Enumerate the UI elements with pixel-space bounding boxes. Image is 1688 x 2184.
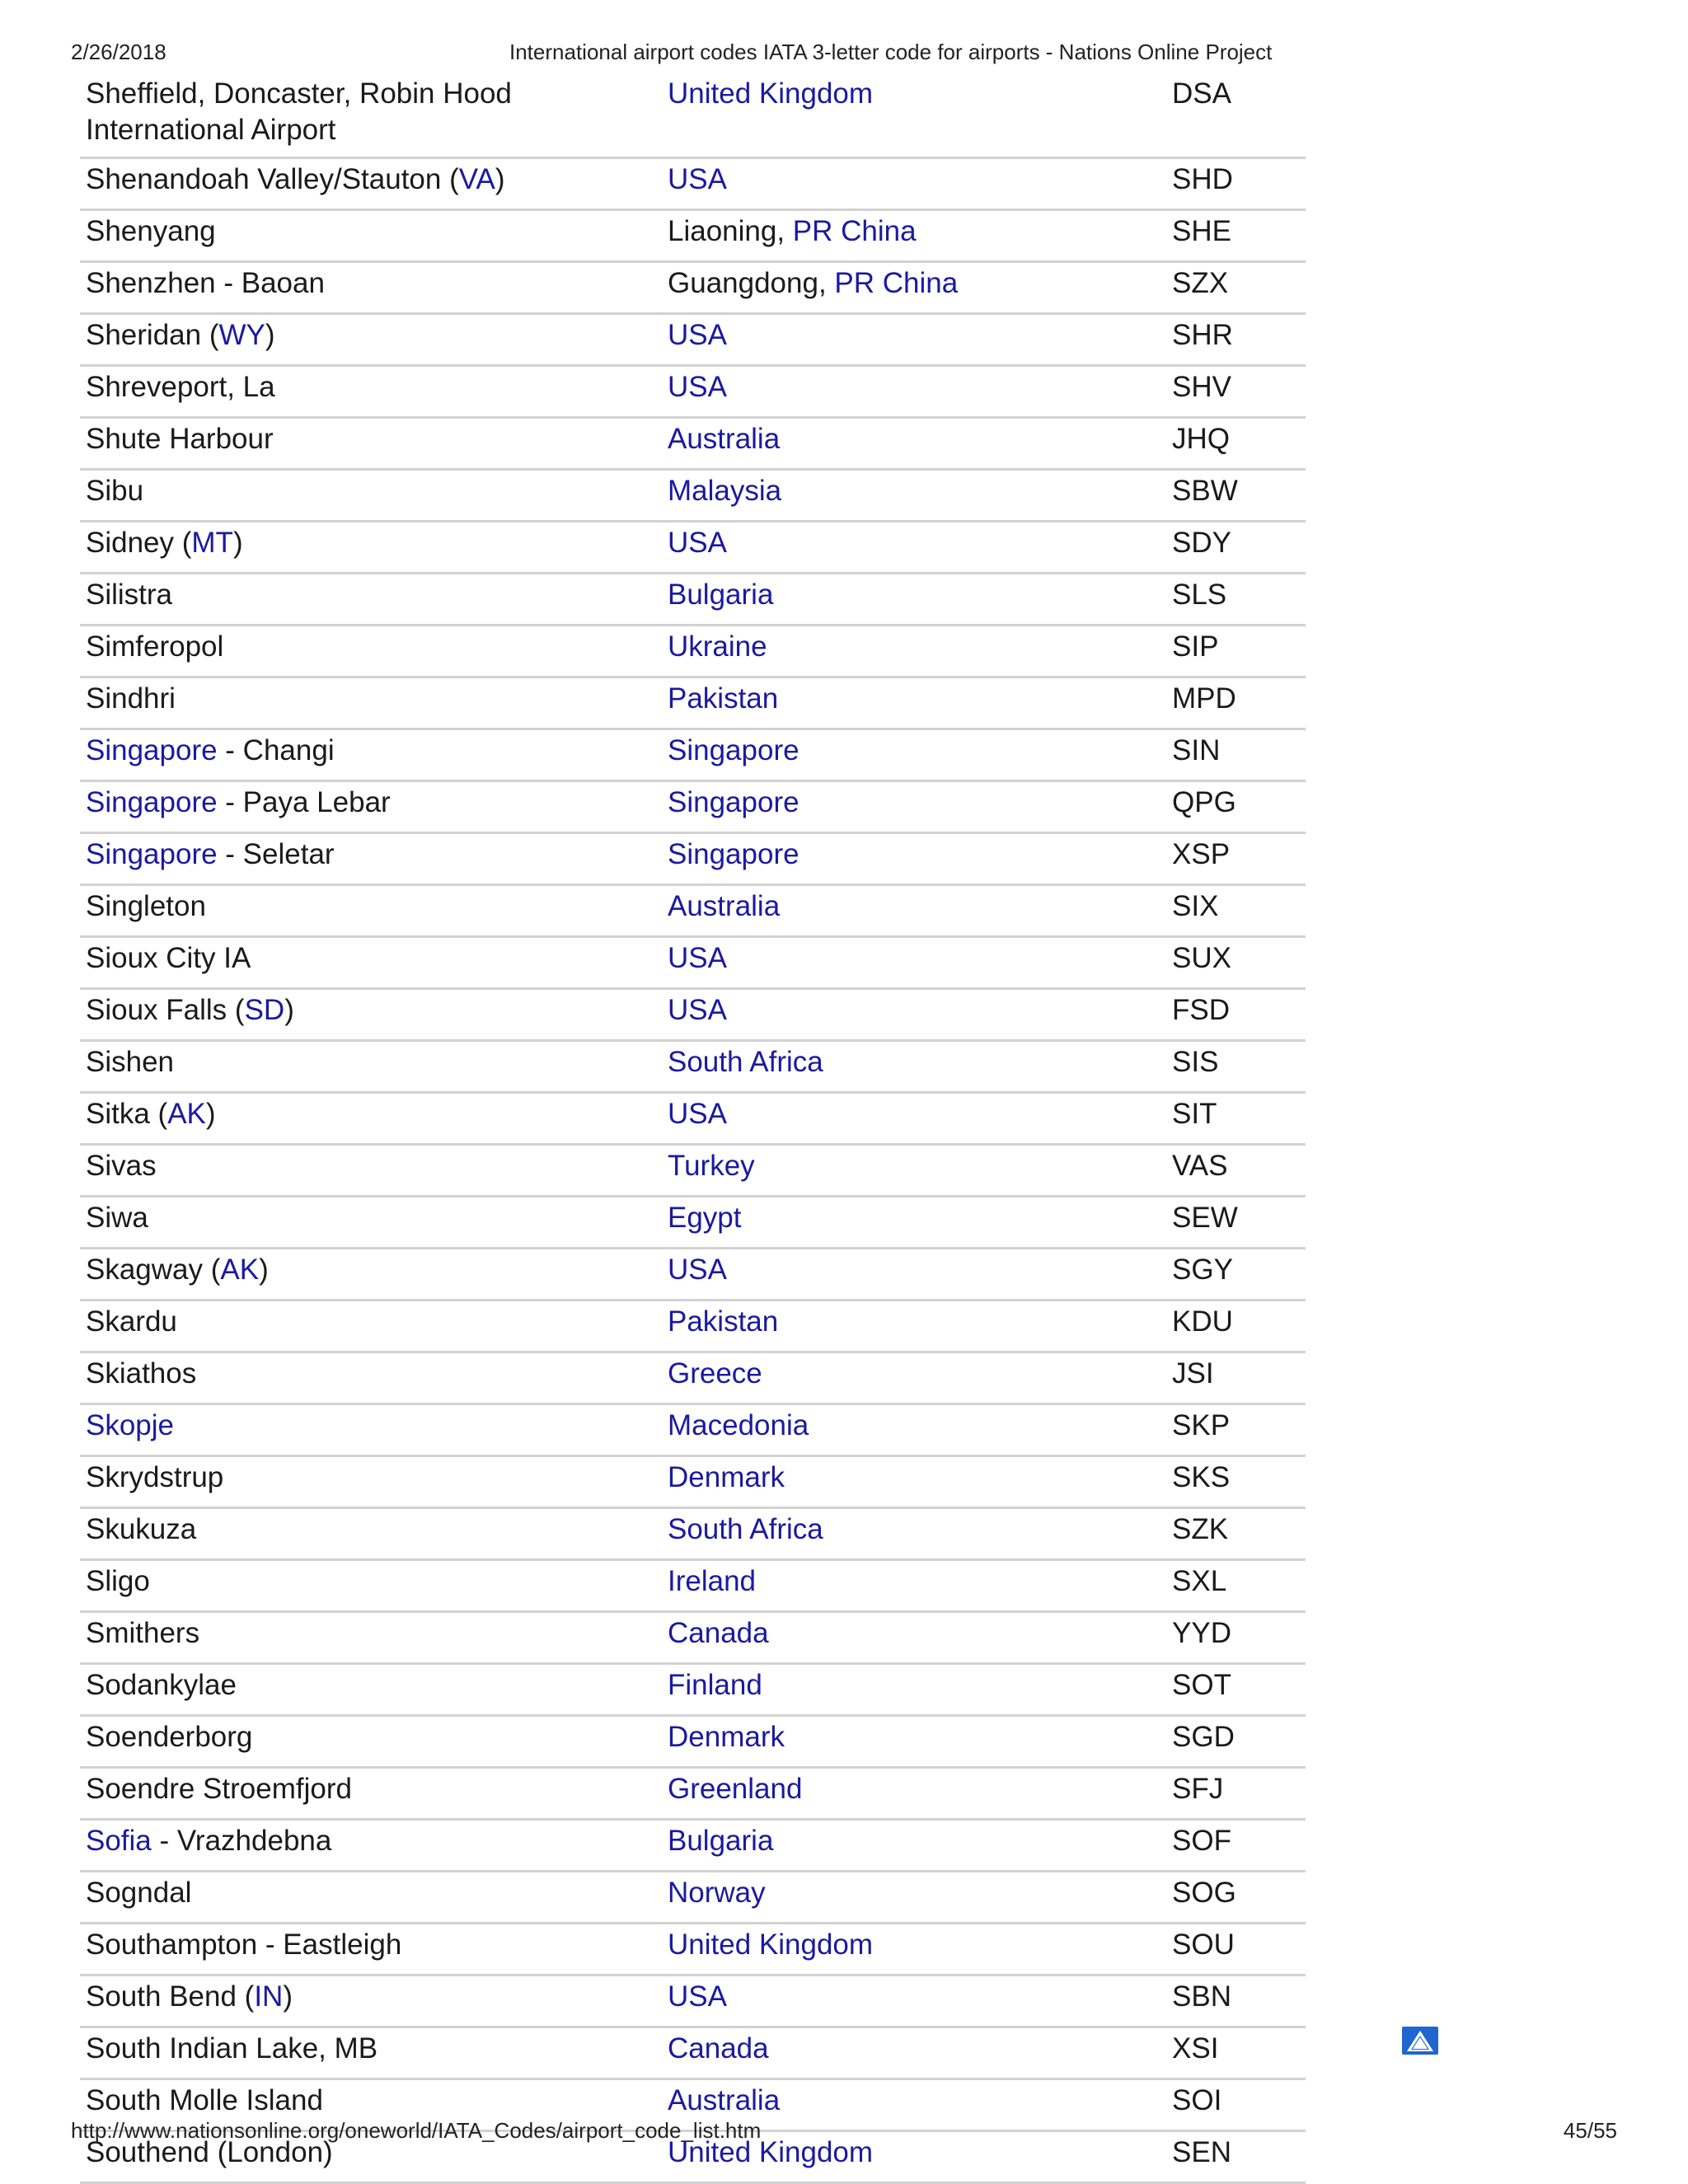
city-cell-link[interactable]: Singapore [86, 838, 218, 870]
table-row [80, 1613, 1306, 1665]
city-cell-text: Sindhri [86, 682, 176, 715]
country-cell [662, 1200, 1166, 1236]
table-row [80, 1509, 1306, 1561]
table-row [80, 626, 1306, 678]
city-cell [80, 1148, 662, 1184]
country-cell [662, 421, 1166, 457]
city-cell-link[interactable]: VA [458, 163, 495, 195]
table-row [80, 1094, 1306, 1146]
country-cell [662, 369, 1166, 405]
city-cell-text: Sheridan ( [86, 319, 219, 351]
city-cell-link[interactable]: MT [191, 527, 233, 559]
country-cell-text: Liaoning, [668, 215, 793, 247]
city-cell-text: Sishen [86, 1046, 175, 1078]
airport-code-table [80, 76, 1306, 2184]
iata-code-cell: SXL [1172, 1565, 1227, 1597]
country-cell-link[interactable]: PR China [834, 267, 959, 299]
iata-code-cell: SLS [1172, 579, 1227, 611]
city-cell [80, 1096, 662, 1132]
city-cell [80, 629, 662, 665]
city-cell-text: - Changi [217, 734, 335, 766]
iata-code-cell: SHV [1172, 371, 1231, 403]
city-cell-text: Southend (London) [86, 2136, 333, 2168]
table-row [80, 1249, 1306, 1301]
iata-code-cell: SIT [1172, 1098, 1217, 1130]
country-cell [662, 213, 1166, 250]
iata-code-cell: SIS [1172, 1046, 1219, 1078]
print-date: 2/26/2018 [71, 40, 166, 64]
country-cell-link[interactable]: Pakistan [668, 682, 779, 715]
city-cell-link[interactable]: Sofia [86, 1825, 152, 1857]
city-cell-text: Soenderborg [86, 1721, 253, 1753]
country-cell-link[interactable]: Finland [668, 1669, 762, 1701]
arrow-up-icon [1402, 2027, 1438, 2055]
iata-code-cell: SZK [1172, 1513, 1229, 1545]
print-footer [0, 2118, 1688, 2146]
country-cell [662, 1615, 1166, 1652]
city-cell-text: Simferopol [86, 630, 224, 663]
city-cell-text: Sioux City IA [86, 942, 251, 974]
country-cell [662, 1044, 1166, 1080]
iata-code-cell: YYD [1172, 1617, 1231, 1649]
city-cell-text: Silistra [86, 579, 173, 611]
country-cell-link[interactable]: Norway [668, 1877, 766, 1909]
country-cell [662, 785, 1166, 821]
city-cell [80, 1979, 662, 2015]
country-cell [662, 1719, 1166, 1755]
country-cell [662, 1979, 1166, 2015]
city-cell-link[interactable]: SD [244, 994, 285, 1026]
country-cell [662, 1356, 1166, 1392]
city-cell [80, 1771, 662, 1807]
country-cell [662, 265, 1166, 302]
city-cell-text: Sivas [86, 1150, 157, 1182]
country-cell-link[interactable]: USA [668, 527, 727, 559]
table-row [80, 782, 1306, 834]
country-cell-link[interactable]: USA [668, 1098, 727, 1130]
table-row [80, 1405, 1306, 1457]
city-cell [80, 785, 662, 821]
country-cell-link[interactable]: Singapore [668, 786, 799, 818]
country-cell-link[interactable]: USA [668, 942, 727, 974]
city-cell [80, 317, 662, 354]
country-cell [662, 940, 1166, 977]
country-cell-link[interactable]: Australia [668, 890, 781, 922]
country-cell [662, 837, 1166, 873]
iata-code-cell: SBW [1172, 475, 1238, 507]
table-row [80, 1353, 1306, 1405]
country-cell-link[interactable]: Greenland [668, 1773, 803, 1805]
city-cell [80, 992, 662, 1029]
city-cell [80, 940, 662, 977]
city-cell [80, 1252, 662, 1288]
city-cell [80, 1823, 662, 1859]
city-cell-text: Smithers [86, 1617, 200, 1649]
country-cell-link[interactable]: Turkey [668, 1150, 755, 1182]
city-cell-text: ) [495, 163, 505, 195]
country-cell [662, 577, 1166, 613]
city-cell [80, 1200, 662, 1236]
city-cell [80, 265, 662, 302]
iata-code-cell: SOT [1172, 1669, 1231, 1701]
iata-code-cell: SOU [1172, 1929, 1235, 1961]
country-cell [662, 733, 1166, 769]
country-cell-link[interactable]: USA [668, 994, 727, 1026]
page-number: 45/55 [1563, 2118, 1617, 2143]
table-row [80, 315, 1306, 367]
iata-code-cell: SIP [1172, 630, 1219, 663]
iata-code-cell: MPD [1172, 682, 1236, 715]
country-cell-link[interactable]: Canada [668, 1617, 769, 1649]
country-cell [662, 317, 1166, 354]
table-row [80, 1976, 1306, 2028]
back-to-top-button[interactable] [1402, 2027, 1438, 2055]
city-cell [80, 1304, 662, 1340]
city-cell-text: Sogndal [86, 1877, 192, 1909]
city-cell [80, 837, 662, 873]
country-cell [662, 1304, 1166, 1340]
city-cell [80, 1511, 662, 1548]
iata-code-cell: SOG [1172, 1877, 1236, 1909]
table-row [80, 1872, 1306, 1924]
city-cell [80, 888, 662, 925]
country-cell-link[interactable]: Bulgaria [668, 1825, 774, 1857]
iata-code-cell: SGY [1172, 1254, 1233, 1286]
country-cell-link[interactable]: Singapore [668, 734, 799, 766]
city-cell-text: - Vrazhdebna [151, 1825, 332, 1857]
country-cell-link[interactable]: USA [668, 371, 727, 403]
city-cell-text: - Seletar [217, 838, 335, 870]
country-cell-link[interactable]: USA [668, 163, 727, 195]
table-row [80, 2028, 1306, 2080]
table-row [80, 523, 1306, 574]
table-row [80, 1924, 1306, 1976]
city-cell [80, 1563, 662, 1600]
country-cell [662, 1875, 1166, 1911]
city-cell-text: ) [284, 994, 294, 1026]
country-cell [662, 1460, 1166, 1496]
city-cell [80, 1460, 662, 1496]
city-cell-link[interactable]: AK [220, 1254, 260, 1286]
country-cell-link[interactable]: PR China [792, 215, 917, 247]
country-cell-link[interactable]: Greece [668, 1357, 762, 1390]
iata-code-cell: FSD [1172, 994, 1230, 1026]
city-cell-text: Shute Harbour [86, 423, 274, 455]
country-cell [662, 1148, 1166, 1184]
country-cell [662, 1927, 1166, 1963]
country-cell [662, 681, 1166, 717]
page-title: International airport codes IATA 3-letter code for airports - Nations Online Project [509, 40, 1273, 64]
city-cell [80, 1615, 662, 1652]
city-cell-text: Shenandoah Valley/Stauton ( [86, 163, 459, 195]
country-cell-link[interactable]: Egypt [668, 1202, 742, 1234]
table-row [80, 419, 1306, 471]
table-row [80, 730, 1306, 782]
country-cell-text: Guangdong, [668, 267, 835, 299]
country-cell [662, 1511, 1166, 1548]
iata-code-cell: SUX [1172, 942, 1231, 974]
city-cell [80, 2083, 662, 2119]
iata-code-cell: XSI [1172, 2032, 1219, 2064]
iata-code-cell: QPG [1172, 786, 1236, 818]
country-cell [662, 2083, 1166, 2119]
table-row [80, 678, 1306, 730]
city-cell-link[interactable]: IN [254, 1980, 284, 2013]
country-cell-link[interactable]: South Africa [668, 1513, 823, 1545]
city-cell-text: South Molle Island [86, 2084, 323, 2116]
city-cell-text: ) [232, 527, 243, 559]
table-row [80, 574, 1306, 626]
country-cell-link[interactable]: United Kingdom [668, 77, 874, 110]
country-cell [662, 1408, 1166, 1444]
city-cell [80, 213, 662, 250]
city-cell-text: South Bend ( [86, 1980, 255, 2013]
city-cell-text: Soendre Stroemfjord [86, 1773, 352, 1805]
city-cell [80, 733, 662, 769]
city-cell [80, 473, 662, 509]
country-cell [662, 992, 1166, 1029]
iata-code-cell: SOF [1172, 1825, 1231, 1857]
table-row [80, 990, 1306, 1042]
table-row [80, 886, 1306, 938]
table-row [80, 263, 1306, 315]
iata-code-cell: SEN [1172, 2136, 1231, 2168]
city-cell-text: Skiathos [86, 1357, 197, 1390]
city-cell-text: Shreveport, La [86, 371, 275, 403]
table-row [80, 1821, 1306, 1872]
city-cell-text: Southampton - Eastleigh [86, 1929, 402, 1961]
city-cell [80, 162, 662, 198]
country-cell [662, 629, 1166, 665]
iata-code-cell: SEW [1172, 1202, 1238, 1234]
table-row [80, 1561, 1306, 1613]
city-cell-text: Shenyang [86, 215, 216, 247]
city-cell [80, 525, 662, 561]
city-cell-text: Sibu [86, 475, 144, 507]
city-cell-link[interactable]: AK [167, 1098, 206, 1130]
table-row [80, 367, 1306, 419]
country-cell [662, 525, 1166, 561]
city-cell-text: Skagway ( [86, 1254, 221, 1286]
country-cell-link[interactable]: Australia [668, 423, 781, 455]
city-cell-link[interactable]: Singapore [86, 734, 218, 766]
iata-code-cell: VAS [1172, 1150, 1228, 1182]
city-cell-text: ) [265, 319, 275, 351]
country-cell-link[interactable]: Canada [668, 2032, 769, 2064]
country-cell-link[interactable]: Ukraine [668, 630, 767, 663]
country-cell [662, 2031, 1166, 2067]
country-cell-link[interactable]: United Kingdom [668, 1929, 874, 1961]
table-row [80, 834, 1306, 886]
country-cell [662, 162, 1166, 198]
country-cell-link[interactable]: Malaysia [668, 475, 782, 507]
city-cell [80, 2031, 662, 2067]
city-cell-text: ) [283, 1980, 293, 2013]
country-cell-link[interactable]: USA [668, 319, 727, 351]
country-cell [662, 76, 1166, 112]
city-cell [80, 369, 662, 405]
city-cell-link[interactable]: Skopje [86, 1409, 175, 1441]
iata-code-cell: SZX [1172, 267, 1229, 299]
table-row [80, 938, 1306, 990]
country-cell-link[interactable]: Singapore [668, 838, 799, 870]
country-cell [662, 1252, 1166, 1288]
iata-code-cell: SHE [1172, 215, 1231, 247]
table-row [80, 1042, 1306, 1094]
iata-code-cell: SHR [1172, 319, 1233, 351]
iata-code-cell: SHD [1172, 163, 1233, 195]
city-cell [80, 681, 662, 717]
country-cell-link[interactable]: Macedonia [668, 1409, 809, 1441]
city-cell [80, 1356, 662, 1392]
country-cell-link[interactable]: Ireland [668, 1565, 757, 1597]
iata-code-cell: DSA [1172, 77, 1231, 110]
iata-code-cell: SKS [1172, 1461, 1231, 1493]
iata-code-cell: SOI [1172, 2084, 1222, 2116]
country-cell [662, 1096, 1166, 1132]
city-cell-text: ) [259, 1254, 269, 1286]
city-cell-link[interactable]: Singapore [86, 786, 218, 818]
table-row [80, 76, 1306, 159]
iata-code-cell: JHQ [1172, 423, 1230, 455]
country-cell-link[interactable]: Bulgaria [668, 579, 774, 611]
city-cell [80, 1875, 662, 1911]
iata-code-cell: SIX [1172, 890, 1219, 922]
table-row [80, 1457, 1306, 1509]
country-cell-link[interactable]: United Kingdom [668, 2136, 874, 2168]
table-row [80, 1665, 1306, 1717]
iata-code-cell: SGD [1172, 1721, 1235, 1753]
city-cell-link[interactable]: WY [218, 319, 265, 351]
iata-code-cell: XSP [1172, 838, 1231, 870]
iata-code-cell: SKP [1172, 1409, 1231, 1441]
city-cell [80, 1667, 662, 1704]
country-cell [662, 888, 1166, 925]
country-cell-link[interactable]: Denmark [668, 1461, 785, 1493]
iata-code-cell: SDY [1172, 527, 1231, 559]
country-cell [662, 1823, 1166, 1859]
city-cell-text: Sidney ( [86, 527, 192, 559]
page-url: http://www.nationsonline.org/oneworld/IATA_Codes/airport_code_list.htm [71, 2118, 762, 2143]
iata-code-cell: JSI [1172, 1357, 1214, 1390]
table-row [80, 211, 1306, 263]
city-cell [80, 577, 662, 613]
city-cell-text: Skardu [86, 1305, 177, 1338]
table-row [80, 471, 1306, 523]
city-cell-text: Singleton [86, 890, 206, 922]
country-cell-link[interactable]: South Africa [668, 1046, 823, 1078]
city-cell-text: South Indian Lake, MB [86, 2032, 378, 2064]
table-row [80, 159, 1306, 211]
country-cell-link[interactable]: Australia [668, 2084, 781, 2116]
iata-code-cell: KDU [1172, 1305, 1233, 1338]
city-cell [80, 1927, 662, 1963]
country-cell [662, 1771, 1166, 1807]
city-cell-text: Sheffield, Doncaster, Robin Hood International Airport [86, 77, 512, 146]
city-cell-text: Sligo [86, 1565, 150, 1597]
country-cell-link[interactable]: Pakistan [668, 1305, 779, 1338]
country-cell [662, 1667, 1166, 1704]
city-cell-text: Sodankylae [86, 1669, 237, 1701]
country-cell-link[interactable]: Denmark [668, 1721, 785, 1753]
city-cell [80, 1044, 662, 1080]
table-row [80, 1717, 1306, 1769]
city-cell [80, 1719, 662, 1755]
city-cell-text: Sioux Falls ( [86, 994, 245, 1026]
country-cell [662, 1563, 1166, 1600]
city-cell [80, 76, 662, 148]
city-cell-text: Skukuza [86, 1513, 197, 1545]
city-cell-text: Siwa [86, 1202, 148, 1234]
city-cell-text: Skrydstrup [86, 1461, 224, 1493]
country-cell [662, 473, 1166, 509]
iata-code-cell: SBN [1172, 1980, 1231, 2013]
table-row [80, 1769, 1306, 1821]
table-row [80, 1301, 1306, 1353]
table-row [80, 1197, 1306, 1249]
country-cell-link[interactable]: USA [668, 1254, 727, 1286]
city-cell [80, 421, 662, 457]
iata-code-cell: SFJ [1172, 1773, 1224, 1805]
city-cell-text: - Paya Lebar [217, 786, 391, 818]
table-row [80, 1146, 1306, 1197]
country-cell-link[interactable]: USA [668, 1980, 727, 2013]
print-header [0, 40, 1688, 68]
city-cell-text: Sitka ( [86, 1098, 168, 1130]
city-cell-text: ) [205, 1098, 216, 1130]
city-cell-text: Shenzhen - Baoan [86, 267, 325, 299]
city-cell [80, 1408, 662, 1444]
iata-code-cell: SIN [1172, 734, 1221, 766]
